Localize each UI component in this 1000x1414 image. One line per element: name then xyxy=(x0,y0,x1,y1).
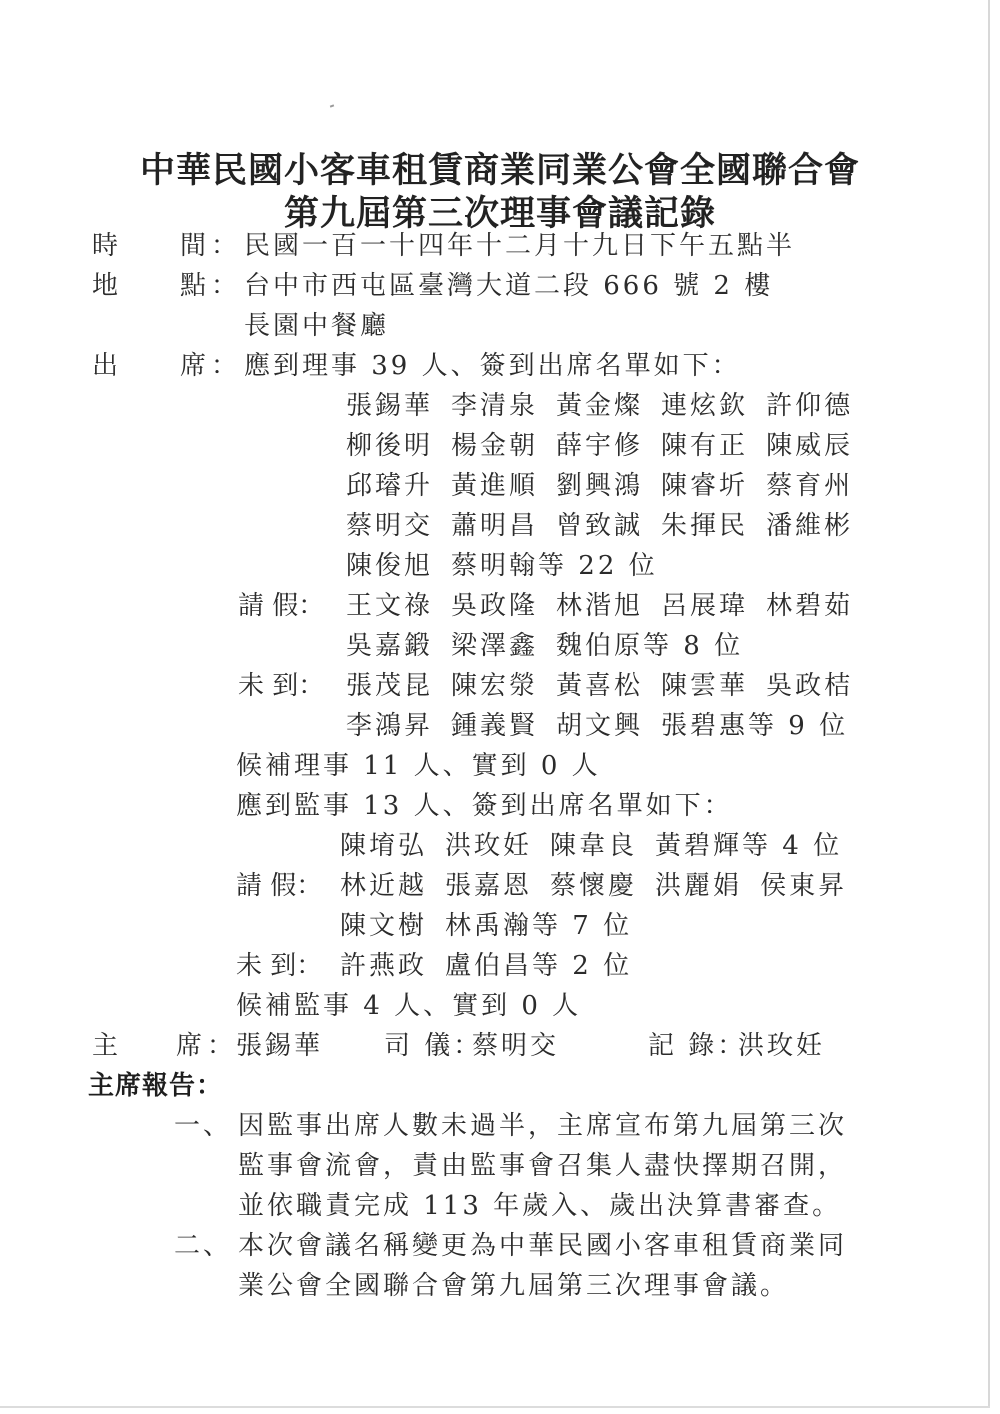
person-name: 許仰德 xyxy=(766,391,854,421)
person-name: 林碧茹 xyxy=(766,591,854,621)
time-label-char1: 時 xyxy=(92,231,119,261)
supervisors-present-row xyxy=(340,830,860,862)
directors-present-row xyxy=(346,430,871,462)
report-item-2-marker: 二、 xyxy=(174,1231,233,1261)
report-item-2-line: 業公會全國聯合會第九屆第三次理事會議。 xyxy=(238,1271,790,1301)
person-name: 張錫華 xyxy=(346,391,434,421)
person-name: 陳宏滎 xyxy=(451,671,539,701)
person-name: 林近越 xyxy=(340,871,428,901)
directors-absent-label: 未 到： xyxy=(238,671,325,701)
person-name: 黃喜松 xyxy=(556,671,644,701)
document-title-line1: 中華民國小客車租賃商業同業公會全國聯合會 xyxy=(139,150,860,191)
person-name: 李鴻昇 xyxy=(346,711,434,741)
person-name: 蔡懷慶 xyxy=(550,871,638,901)
person-name: 黃碧輝等 4 位 xyxy=(655,831,843,861)
mc-name: 蔡明交 xyxy=(472,1031,560,1061)
person-name: 黃進順 xyxy=(451,471,539,501)
time-colon: ： xyxy=(211,231,238,261)
person-name: 鍾義賢 xyxy=(451,711,539,741)
person-name: 劉興鴻 xyxy=(556,471,644,501)
report-item-1-marker: 一、 xyxy=(174,1111,233,1141)
person-name: 魏伯原等 8 位 xyxy=(556,631,744,661)
scan-edge-bottom xyxy=(0,1406,990,1408)
time-label-char2: 間 xyxy=(180,231,207,261)
meeting-place-address: 台中市西屯區臺灣大道二段 666 號 2 樓 xyxy=(244,271,774,301)
person-name: 蔡明交 xyxy=(346,511,434,541)
person-name: 張嘉恩 xyxy=(445,871,533,901)
person-name: 柳後明 xyxy=(346,431,434,461)
person-name: 陳有正 xyxy=(661,431,749,461)
person-name: 王文祿 xyxy=(346,591,434,621)
person-name: 連炫欽 xyxy=(661,391,749,421)
person-name: 胡文興 xyxy=(556,711,644,741)
person-name: 吳政桔 xyxy=(766,671,854,701)
person-name: 曾致誠 xyxy=(556,511,644,541)
person-name: 吳嘉鍛 xyxy=(346,631,434,661)
directors-absent-row xyxy=(346,670,871,702)
supervisors-intro: 應到監事 13 人、簽到出席名單如下： xyxy=(236,791,733,821)
recorder-label: 記 錄： xyxy=(648,1031,747,1061)
person-name: 盧伯昌等 2 位 xyxy=(445,951,633,981)
person-name: 陳俊旭 xyxy=(346,551,434,581)
supervisors-absent-label: 未 到： xyxy=(236,951,323,981)
person-name: 張碧惠等 9 位 xyxy=(661,711,849,741)
attendance-colon: ： xyxy=(211,351,238,381)
chair-name: 張錫華 xyxy=(236,1031,324,1061)
supervisors-absent-row xyxy=(340,950,650,982)
person-name: 蕭明昌 xyxy=(451,511,539,541)
report-item-1-line: 並依職責完成 113 年歲入、歲出決算書審查。 xyxy=(238,1191,842,1221)
person-name: 楊金朝 xyxy=(451,431,539,461)
person-name: 林湝旭 xyxy=(556,591,644,621)
person-name: 林禹瀚等 7 位 xyxy=(445,911,633,941)
person-name: 梁澤鑫 xyxy=(451,631,539,661)
report-item-2-line: 本次會議名稱變更為中華民國小客車租賃商業同 xyxy=(238,1231,848,1261)
directors-present-row xyxy=(346,510,871,542)
directors-intro: 應到理事 39 人、簽到出席名單如下： xyxy=(244,351,741,381)
recorder-name: 洪玫妊 xyxy=(738,1031,826,1061)
person-name: 陳文樹 xyxy=(340,911,428,941)
person-name: 陳堉弘 xyxy=(340,831,428,861)
attendance-label-char2: 席 xyxy=(180,351,207,381)
person-name: 陳韋良 xyxy=(550,831,638,861)
place-label-char1: 地 xyxy=(92,271,119,301)
directors-present-row xyxy=(346,390,871,422)
person-name: 黃金燦 xyxy=(556,391,644,421)
attendance-label-char1: 出 xyxy=(92,351,119,381)
mc-label: 司 儀： xyxy=(384,1031,483,1061)
person-name: 陳雲華 xyxy=(661,671,749,701)
person-name: 陳睿圻 xyxy=(661,471,749,501)
person-name: 侯東昇 xyxy=(760,871,848,901)
document-title-line2: 第九屆第三次理事會議記錄 xyxy=(283,193,716,234)
report-item-1-line: 監事會流會，責由監事會召集人盡快擇期召開， xyxy=(238,1151,848,1181)
person-name: 李清泉 xyxy=(451,391,539,421)
supervisors-leave-row xyxy=(340,910,650,942)
person-name: 朱揮民 xyxy=(661,511,749,541)
person-name: 吳政隆 xyxy=(451,591,539,621)
person-name: 許燕政 xyxy=(340,951,428,981)
directors-leave-label: 請 假： xyxy=(238,591,325,621)
chair-label-char2: 席 xyxy=(176,1031,203,1061)
scan-edge-right xyxy=(988,0,990,1408)
place-colon: ： xyxy=(211,271,238,301)
person-name: 陳威辰 xyxy=(766,431,854,461)
alternate-directors-summary: 候補理事 11 人、實到 0 人 xyxy=(236,751,601,781)
chair-label-char1: 主 xyxy=(92,1031,119,1061)
directors-absent-row xyxy=(346,710,866,742)
meeting-time: 民國一百一十四年十二月十九日下午五點半 xyxy=(244,231,796,261)
directors-leave-row xyxy=(346,590,871,622)
chair-colon: ： xyxy=(207,1031,234,1061)
person-name: 邱璿升 xyxy=(346,471,434,501)
person-name: 呂展瑋 xyxy=(661,591,749,621)
person-name: 薛宇修 xyxy=(556,431,644,461)
chair-report-heading: 主席報告： xyxy=(88,1071,224,1101)
scan-speck xyxy=(330,104,334,107)
directors-present-row xyxy=(346,550,676,582)
directors-leave-row xyxy=(346,630,761,662)
alternate-supervisors-summary: 候補監事 4 人、實到 0 人 xyxy=(236,991,582,1021)
meeting-place-venue: 長園中餐廳 xyxy=(244,311,390,341)
person-name: 洪玫妊 xyxy=(445,831,533,861)
directors-present-row xyxy=(346,470,871,502)
supervisors-leave-row xyxy=(340,870,865,902)
person-name: 張茂昆 xyxy=(346,671,434,701)
person-name: 蔡育州 xyxy=(766,471,854,501)
report-item-1-line: 因監事出席人數未過半，主席宣布第九屆第三次 xyxy=(238,1111,848,1141)
person-name: 蔡明翰等 22 位 xyxy=(451,551,658,581)
place-label-char2: 點 xyxy=(180,271,207,301)
supervisors-leave-label: 請 假： xyxy=(236,871,323,901)
person-name: 洪麗娟 xyxy=(655,871,743,901)
person-name: 潘維彬 xyxy=(766,511,854,541)
